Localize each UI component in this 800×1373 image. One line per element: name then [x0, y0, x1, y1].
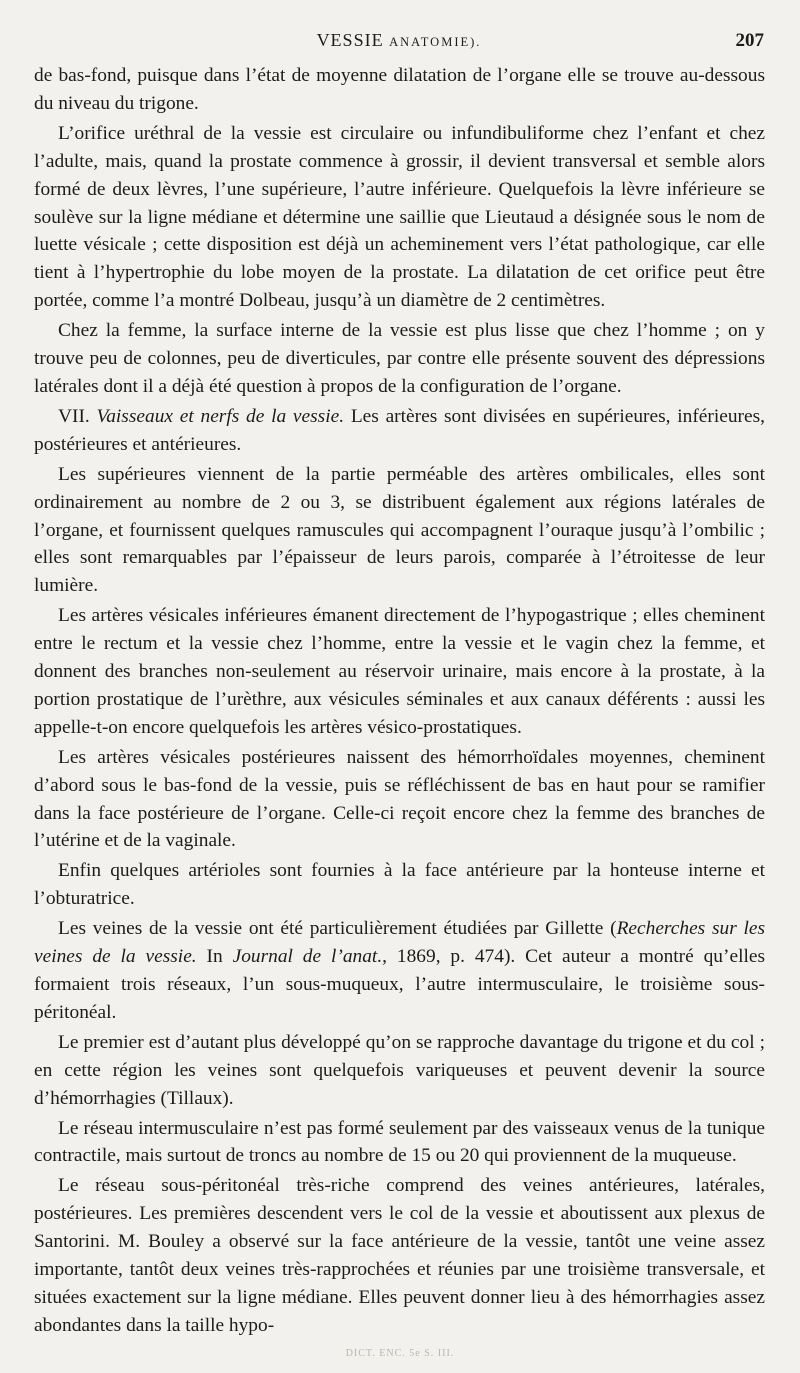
- paragraph: [34, 915, 765, 1027]
- paragraph-text: Les artères vésicales postérieures naissent des hémorrhoïdales moyennes, cheminent d’abord sous le bas-fond de la vessie, puis se réfléchissent de bas en haut pour se ramifier dans la face postérieure de l’organe. Celle-ci reçoit encore chez la femme des branches de l’utérine et de la vaginale.: [34, 746, 765, 852]
- paragraph-text: L’orifice uréthral de la vessie est circulaire ou infundibuliforme chez l’enfant et chez l’adulte, mais, quand la prostate commence à grossir, il devient transversal et semble alors formé de deux lèvres, l’une supérieure, l’autre inférieure. Quelquefois la lèvre inférieure se soulève sur la ligne médiane et détermine une saillie que Lieutaud a désignée sous le nom de luette vésicale ; cette disposition est déjà un acheminement vers l’état pathologique, car elle tient à l’hypertrophie du lobe moyen de la prostate. La dilatation de cet orifice peut être portée, comme l’a montré Dolbeau, jusqu’à un diamètre de 2 centimètres.: [34, 122, 765, 312]
- section-heading-paragraph: [34, 403, 765, 459]
- paragraph: [34, 62, 765, 118]
- section-number: VII.: [58, 405, 90, 427]
- running-title-main: VESSIE: [316, 30, 384, 50]
- running-title-sub: ANATOMIE).: [389, 35, 482, 49]
- citation-title: Recherches sur les veines de la vessie.: [34, 918, 766, 968]
- paragraph: [34, 1115, 765, 1171]
- paragraph-text: Chez la femme, la surface interne de la vessie est plus lisse que chez l’homme ; on y trouve peu de colonnes, peu de diverticules, par contre elle présente souvent des dépressions latérales dont il a déjà été question à propos de la configuration de l’organe.: [34, 320, 765, 397]
- paragraph: [34, 744, 765, 856]
- paragraph: [34, 120, 765, 315]
- paragraph-text: , 1869, p. 474). Cet auteur a montré qu’elles formaient trois réseaux, l’un sous-muqueux, l’autre intermusculaire, le troisième sous-péritonéal.: [34, 946, 765, 1023]
- paragraph-text: de bas-fond, puisque dans l’état de moyenne dilatation de l’organe elle se trouve au-dessous du niveau du trigone.: [34, 65, 765, 114]
- citation-journal: Journal de l’anat.: [232, 946, 383, 968]
- paragraph-text: Le réseau intermusculaire n’est pas formé seulement par des vaisseaux venus de la tunique contractile, mais surtout de troncs au nombre de 15 ou 20 qui proviennent de la muqueuse.: [34, 1117, 765, 1167]
- running-head: [34, 28, 764, 58]
- paragraph-text: Le premier est d’autant plus développé qu’on se rapproche davantage du trigone et du col ; en cette région les veines sont quelquefois variqueuses et peuvent devenir la source d’hémorrhagies (Tillaux).: [34, 1031, 765, 1109]
- paragraph-text: In: [196, 946, 233, 968]
- signature-mark: DICT. ENC. 5e S. III.: [345, 1348, 455, 1359]
- paragraph-text: Les veines de la vessie ont été particulièrement étudiées par Gillette (: [58, 918, 617, 940]
- paragraph: [34, 461, 765, 601]
- body-text: [34, 62, 765, 1342]
- section-title: Vaisseaux et nerfs de la vessie.: [96, 405, 345, 427]
- paragraph-text: Les supérieures viennent de la partie perméable des artères ombilicales, elles sont ordinairement au nombre de 2 ou 3, se distribuent également aux régions latérales de l’organe, et fournissent quelques ramuscules qui accompagnent l’ouraque jusqu’à l’ombilic ; elles sont remarquables par l’épaisseur de leurs parois, comparée à l’étroitesse de leur lumière.: [34, 463, 765, 597]
- page-number: 207: [735, 30, 764, 51]
- paragraph: [34, 317, 765, 401]
- paragraph: [34, 602, 765, 742]
- paragraph-text: Les artères vésicales inférieures émanent directement de l’hypogastrique ; elles cheminent entre le rectum et la vessie chez l’homme, entre la vessie et le vagin chez la femme, et donnent des branches non-seulement au réservoir urinaire, mais encore à la prostate, à la portion prostatique de l’urèthre, aux vésicules séminales et aux canaux déférents : aussi les appelle-t-on encore quelquefois les artères vésico-prostatiques.: [34, 605, 765, 738]
- running-title: [34, 30, 764, 51]
- paragraph-text: Les artères sont divisées en supérieures, inférieures, postérieures et antérieures.: [34, 405, 765, 455]
- paragraph-text: Enfin quelques artérioles sont fournies à la face antérieure par la honteuse interne et l’obturatrice.: [34, 860, 765, 910]
- paragraph: [34, 1029, 765, 1113]
- paragraph-text: Le réseau sous-péritonéal très-riche comprend des veines antérieures, latérales, postérieures. Les premières descendent vers le col de la vessie et aboutissent aux plexus de Santorini. M. Bouley a observé sur la face antérieure de la vessie, tantôt une veine assez importante, tantôt deux veines très-rapprochées et réunies par une troisième transversale, et situées exactement sur la ligne médiane. Elles peuvent donner lieu à des hémorrhagies assez abondantes dans la taille hypo-: [34, 1175, 765, 1336]
- paragraph: [34, 857, 765, 913]
- paragraph: [34, 1172, 765, 1339]
